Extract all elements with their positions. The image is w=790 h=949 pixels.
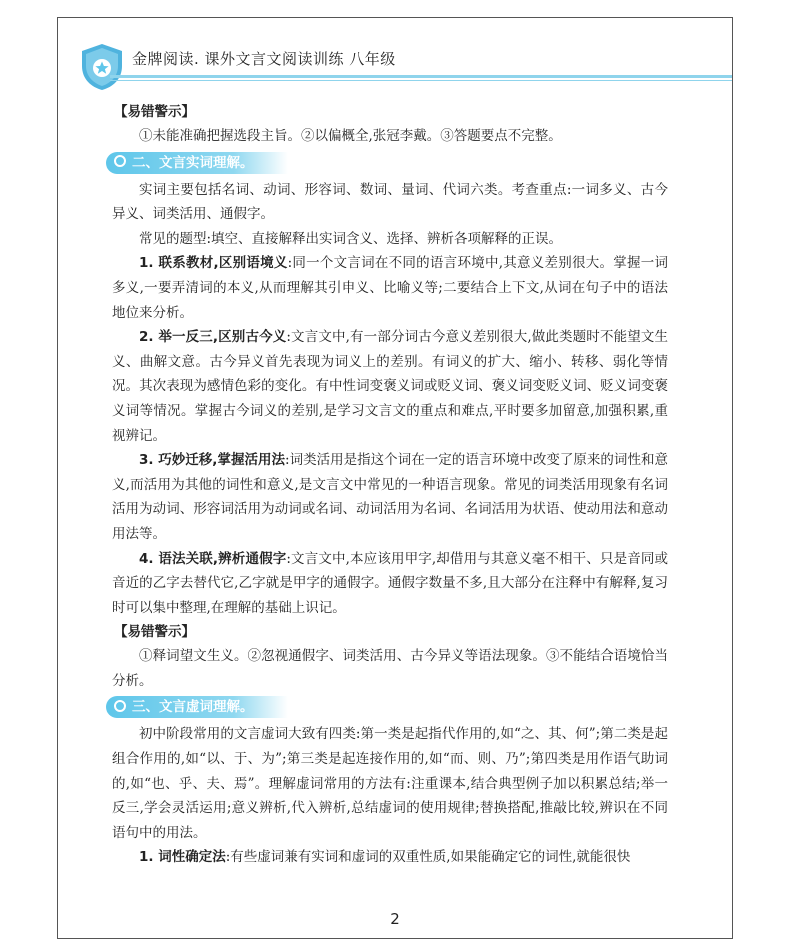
point-paragraph [112,547,668,621]
section-heading [106,150,668,178]
header-rule-thin [110,80,732,81]
warning-title: 【易错警示】 [114,104,195,120]
point-label: 1. 联系教材,区别语境义 [139,255,288,272]
point-paragraph [112,448,668,546]
section-heading [106,694,668,722]
point-paragraph [112,325,668,448]
warning-title: 【易错警示】 [114,624,195,641]
paragraph: 初中阶段常用的文言虚词大致有四类:第一类是起指代作用的,如“之、其、何”;第二类是起组合作用的,如“以、于、为”;第三类是起连接作用的,如“而、则、乃”;第四类是用作语气助词的,如“也、乎、夫、焉”。理解虚词常用的方法有:注重课本,结合典型例子加以积累总结;举一反三,学会灵活运用;意义辨析,代入辨析,总结虚词的使用规律;替换搭配,推敲比较,辨识在不同语句中的用法。 [112,726,668,841]
point-text: :文言文中,本应该用甲字,却借用与其意义毫不相干、只是音同或音近的乙字去替代它,乙字就是甲字的通假字。通假字数量不多,且大部分在注释中有解释,复习时可以集中整理,在理解的基础上识记。 [112,550,668,616]
point-text: :词类活用是指这个词在一定的语言环境中改变了原来的词性和意义,而活用为其他的词性和意义,是文言文中常见的一种语言现象。常见的词类活用现象有名词活用为动词、形容词活用为动词或名词、动词活用为名词、名词活用为状语、使动用法和意动用法等。 [112,452,668,542]
point-label: 2. 举一反三,区别古今义 [139,329,287,346]
point-text: :同一个文言词在不同的语言环境中,其意义差别很大。掌握一词多义,一要弄清词的本义,从而理解其引申义、比喻义等;二要结合上下文,从词在句子中的语法地位来分析。 [112,255,668,321]
point-paragraph [112,845,668,870]
point-paragraph [112,251,668,325]
header-title: 金牌阅读. 课外文言文阅读训练 八年级 [132,50,396,68]
warning-text: ①未能准确把握选段主旨。②以偏概全,张冠李戴。③答题要点不完整。 [139,128,562,144]
warning-text: ①释词望文生义。②忽视通假字、词类活用、古今异义等语法现象。③不能结合语境恰当分析。 [112,648,668,689]
point-text: :有些虚词兼有实词和虚词的双重性质,如果能确定它的词性,就能很快 [225,849,631,866]
point-label: 4. 语法关联,辨析通假字 [139,550,287,567]
page-number: 2 [390,910,400,928]
paragraph: 常见的题型:填空、直接解释出实词含义、选择、辨析各项解释的正误。 [139,230,563,247]
circle-icon [114,700,126,712]
shield-star-icon [79,42,125,92]
section-pill [106,696,288,718]
point-text: :文言文中,有一部分词古今意义差别很大,做此类题时不能望文生义、曲解文意。古今异义首先表现为词义上的差别。有词义的扩大、缩小、转移、弱化等情况。其次表现为感情色彩的变化。有中性词变褒义词或贬义词、褒义词变贬义词、贬义词变褒义词等情况。掌握古今词义的差别,是学习文言文的重点和难点,平时要多加留意,加强积累,重视辨记。 [112,329,668,444]
main-content [112,100,668,870]
header-rule [110,75,732,78]
circle-icon [114,155,126,167]
section-title: 二、文言实词理解。 [132,154,254,171]
paragraph: 实词主要包括名词、动词、形容词、数词、量词、代词六类。考查重点:一词多义、古今异义、词类活用、通假字。 [112,181,668,223]
section-pill [106,152,288,174]
section-title: 三、文言虚词理解。 [132,699,254,716]
point-label: 3. 巧妙迁移,掌握活用法 [139,452,286,469]
point-label: 1. 词性确定法 [139,849,226,866]
